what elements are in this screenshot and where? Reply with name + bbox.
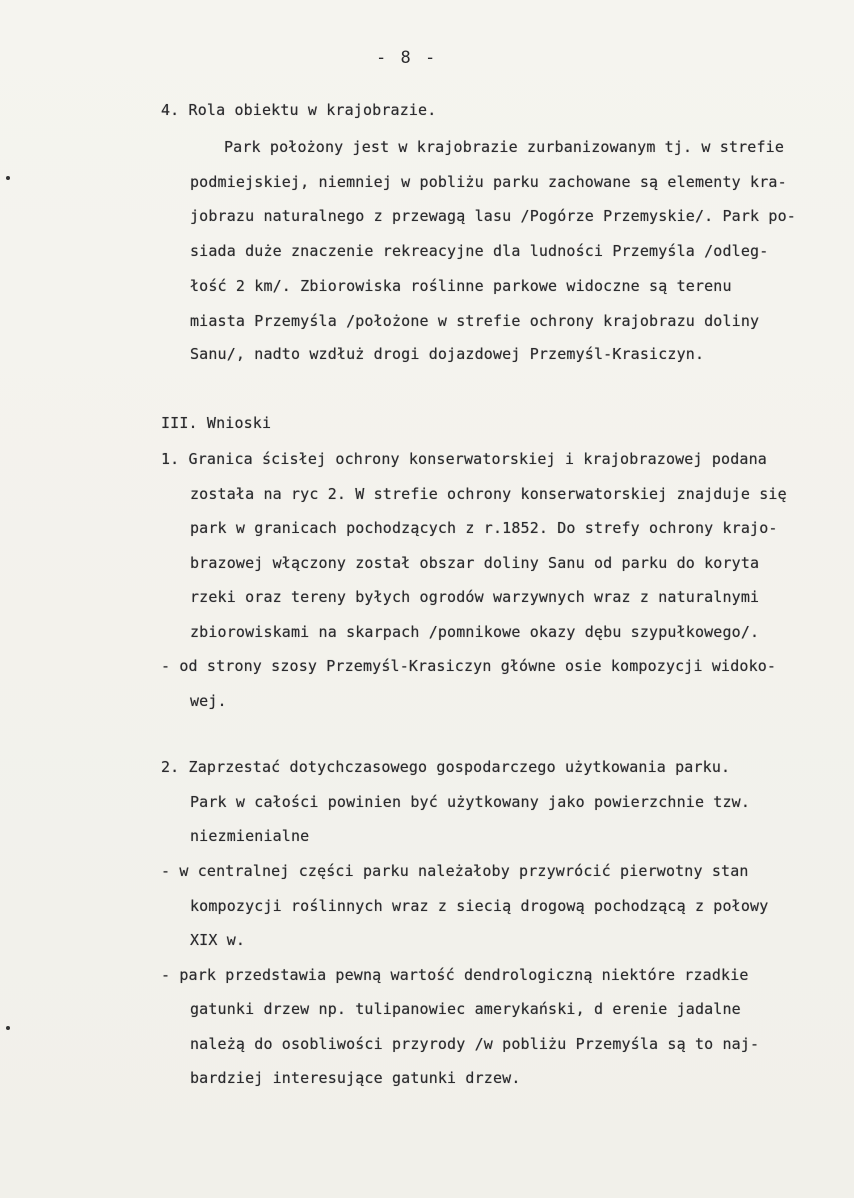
- section-3-item-1-line: - od strony szosy Przemyśl-Krasiczyn główne osie kompozycji widoko-: [161, 657, 777, 675]
- margin-dot-top: [6, 176, 10, 180]
- section-3-item-1-line: park w granicach pochodzących z r.1852. Do strefy ochrony krajo-: [190, 519, 778, 537]
- section-4-line: miasta Przemyśla /położone w strefie ochrony krajobrazu doliny: [190, 312, 760, 330]
- margin-dot-bottom: [6, 1026, 10, 1030]
- section-3-item-1-line: wej.: [190, 692, 227, 710]
- section-3-item-1-line: rzeki oraz tereny byłych ogrodów warzywnych wraz z naturalnymi: [190, 588, 760, 606]
- section-3-item-1-line: zbiorowiskami na skarpach /pomnikowe okazy dębu szypułkowego/.: [190, 623, 760, 641]
- section-4-line: podmiejskiej, niemniej w pobliżu parku zachowane są elementy kra-: [190, 173, 787, 191]
- section-3-item-1-line: 1. Granica ścisłej ochrony konserwatorskiej i krajobrazowej podana: [161, 450, 767, 468]
- section-3-item-2-line: 2. Zaprzestać dotychczasowego gospodarczego użytkowania parku.: [161, 758, 731, 776]
- section-3-item-2-line: - w centralnej części parku należałoby przywrócić pierwotny stan: [161, 862, 749, 880]
- section-4-heading: 4. Rola obiektu w krajobrazie.: [161, 101, 437, 119]
- section-3-item-2-line: - park przedstawia pewną wartość dendrologiczną niektóre rzadkie: [161, 966, 749, 984]
- section-3-item-2-line: niezmienialne: [190, 827, 310, 845]
- section-3-heading: III. Wnioski: [161, 414, 272, 432]
- section-3-item-1-line: brazowej włączony został obszar doliny Sanu od parku do koryta: [190, 554, 760, 572]
- page-number: - 8 -: [376, 48, 438, 68]
- section-3-item-2-line: XIX w.: [190, 931, 246, 949]
- section-4-line: Park położony jest w krajobrazie zurbanizowanym tj. w strefie: [224, 138, 785, 156]
- section-4-line: Sanu/, nadto wzdłuż drogi dojazdowej Przemyśl-Krasiczyn.: [190, 345, 705, 363]
- section-4-line: łość 2 km/. Zbiorowiska roślinne parkowe widoczne są terenu: [190, 277, 732, 295]
- section-3-item-2-line: Park w całości powinien być użytkowany jako powierzchnie tzw.: [190, 793, 751, 811]
- section-3-item-2-line: kompozycji roślinnych wraz z siecią drogową pochodzącą z połowy: [190, 897, 769, 915]
- section-3-item-2-line: gatunki drzew np. tulipanowiec amerykański, d erenie jadalne: [190, 1000, 741, 1018]
- section-3-item-2-line: należą do osobliwości przyrody /w pobliżu Przemyśla są to naj-: [190, 1035, 760, 1053]
- section-3-item-1-line: została na ryc 2. W strefie ochrony konserwatorskiej znajduje się: [190, 485, 787, 503]
- section-4-line: siada duże znaczenie rekreacyjne dla ludności Przemyśla /odleg-: [190, 242, 769, 260]
- section-4-line: jobrazu naturalnego z przewagą lasu /Pogórze Przemyskie/. Park po-: [190, 207, 796, 225]
- section-3-item-2-line: bardziej interesujące gatunki drzew.: [190, 1069, 521, 1087]
